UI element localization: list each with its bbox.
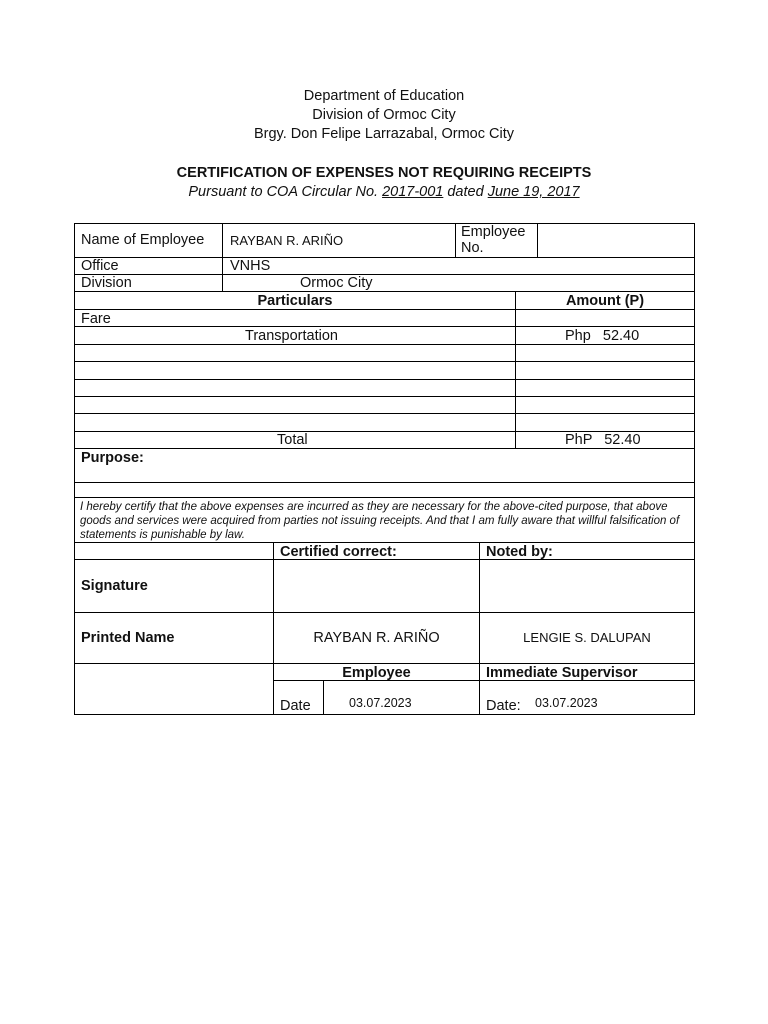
circular-number: 2017-001 [382,184,444,200]
employee-no-label: Employee No. [461,224,526,256]
total-label: Total [277,432,308,448]
printed-name-label: Printed Name [81,630,175,646]
certified-correct-label: Certified correct: [280,544,397,560]
amount-header: Amount (P) [565,293,645,309]
employee-date-value: 03.07.2023 [349,696,412,710]
header-department: Department of Education [303,88,465,104]
supervisor-printed-name: LENGIE S. DALUPAN [523,630,651,645]
purpose-label: Purpose: [81,450,144,466]
signature-label: Signature [81,578,148,594]
form-title: CERTIFICATION OF EXPENSES NOT REQUIRING RECEIPTS [176,165,592,181]
supervisor-role-label: Immediate Supervisor [486,665,638,681]
supervisor-date-label: Date: [486,698,521,714]
subtitle-prefix: Pursuant to COA Circular No. [188,184,383,200]
subtitle-mid: dated [443,184,488,200]
name-of-employee-value: RAYBAN R. ARIÑO [230,233,344,248]
noted-by-label: Noted by: [486,544,553,560]
division-value: Ormoc City [300,275,373,291]
certification-statement: I hereby certify that the above expenses are incurred as they are necessary for the above-cited purpose, that above goods and services were acquired from parties not issuing receipts. And that I am fully aware that willful falsification of statements is punishable by law. [80,501,680,541]
name-of-employee-label: Name of Employee [81,232,205,248]
circular-date: June 19, 2017 [487,184,580,200]
office-value: VNHS [230,258,271,274]
employee-role-label: Employee [342,665,411,681]
supervisor-date-value: 03.07.2023 [535,696,598,710]
form-subtitle [0,183,768,201]
office-label: Office [81,258,119,274]
expense-item-amount: Php 52.40 [565,328,640,344]
division-label: Division [81,275,132,291]
expense-item: Transportation [245,328,338,344]
header-division: Division of Ormoc City [312,107,456,123]
total-amount: PhP 52.40 [565,432,641,448]
header-address: Brgy. Don Felipe Larrazabal, Ormoc City [253,126,515,142]
particulars-header: Particulars [257,293,333,309]
employee-printed-name: RAYBAN R. ARIÑO [313,630,440,646]
employee-date-label: Date [280,698,311,714]
expense-category: Fare [81,311,111,327]
